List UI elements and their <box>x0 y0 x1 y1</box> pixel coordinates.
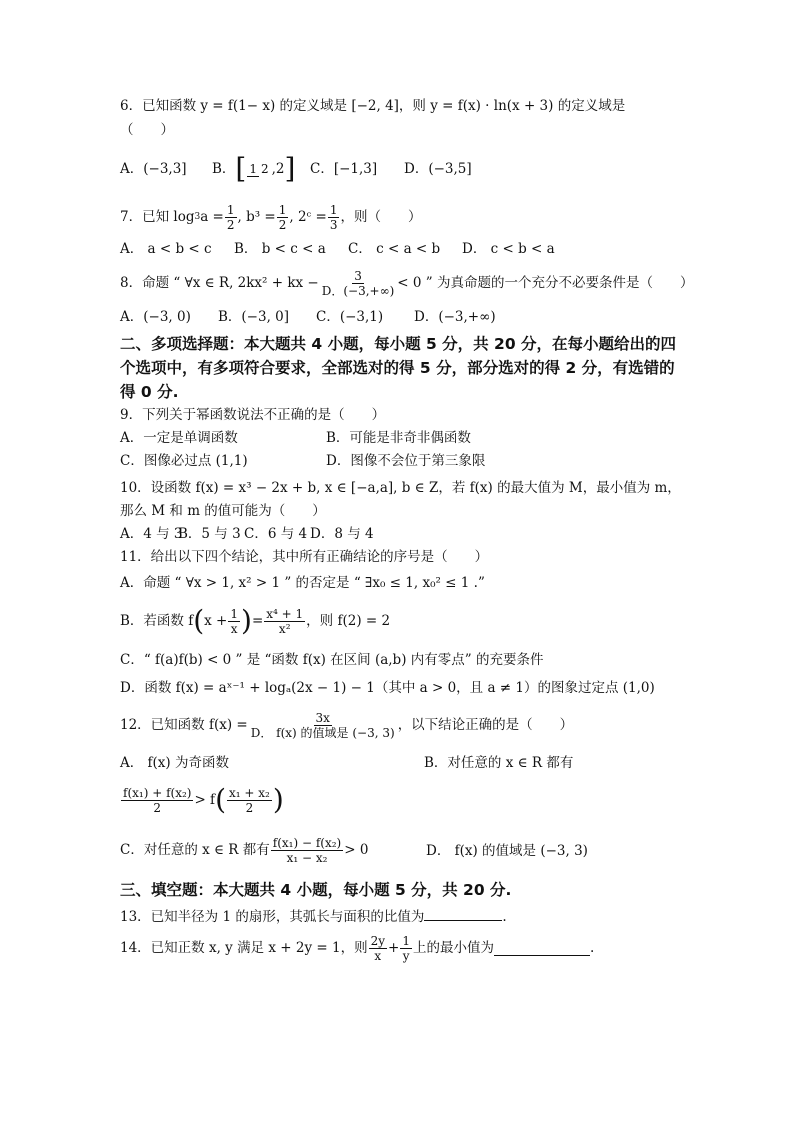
fraction-numerator: 1 <box>226 202 235 217</box>
fraction-numerator: 2y <box>370 933 386 948</box>
q9-option-b: B．可能是非奇非偶函数 <box>326 430 471 446</box>
q12-tail: ，以下结论正确的是（ ） <box>397 717 574 733</box>
q12-option-c <box>120 828 368 872</box>
q6-option-a: A．(−3,3] <box>120 161 187 177</box>
left-bracket-icon: [ <box>235 152 247 185</box>
q7-option-c: C． c < a < b <box>348 241 441 257</box>
fraction-denominator: x² <box>278 621 291 636</box>
q8-options <box>120 308 496 326</box>
q14-fraction-1 <box>369 934 387 963</box>
fraction-denominator: D．(−3,+∞) <box>321 283 395 298</box>
fraction-numerator: 3 <box>354 268 362 283</box>
q11-b-rhs-fraction <box>264 607 305 636</box>
q7-a-part: a = <box>200 209 224 225</box>
q8-option-c: C．(−3,1) <box>316 309 384 325</box>
q9-option-d: D．图像不会位于第三象限 <box>326 453 486 469</box>
fraction-denominator: x <box>230 621 238 636</box>
q10-line-2: 那么 M 和 m 的值可能为（ ） <box>120 503 326 519</box>
fraction-denominator: D． f(x) 的值域是 (−3, 3) <box>250 725 395 740</box>
q7-fraction-1 <box>225 203 237 232</box>
q11-b-equals: = <box>251 613 264 629</box>
q12-fraction <box>249 711 397 740</box>
q6-options <box>120 151 472 187</box>
q10-option-c: C．6 与 4 <box>244 526 308 542</box>
fraction-numerator: x⁴ + 1 <box>266 606 304 621</box>
fraction-numerator: 1 <box>230 606 239 621</box>
q14-tail: 上的最小值为 <box>412 940 494 956</box>
fraction-numerator: 1 <box>249 161 257 176</box>
fraction-numerator: 1 <box>329 202 338 217</box>
fraction-denominator: 2 <box>261 161 269 176</box>
q6-option-d: D．(−3,5] <box>404 161 472 177</box>
q12-stem <box>120 706 573 744</box>
left-paren-icon: ( <box>215 783 226 816</box>
q13-end: . <box>502 909 507 925</box>
q7-log-base: 3 <box>194 212 201 222</box>
q6-option-b <box>212 152 310 185</box>
q8-option-b: B．(−3, 0] <box>218 309 290 325</box>
q7-stem <box>120 200 421 234</box>
fraction-numerator: x₁ + x₂ <box>229 785 270 800</box>
q7-fraction-3 <box>328 203 340 232</box>
fraction-denominator: 2 <box>153 800 162 815</box>
q11-b-lead: B．若函数 f <box>120 613 194 629</box>
q7-lead: 7．已知 log <box>120 209 195 225</box>
q10-line-1: 10．设函数 f(x) = x³ − 2x + b, x ∈ [−a,a], b ∈ Z，若 f(x) 的最大值为 M，最小值为 m， <box>120 480 681 496</box>
q8-option-d: D．(−3,+∞) <box>414 309 496 325</box>
q7-fraction-2 <box>277 203 289 232</box>
q9-option-c: C．图像必过点 (1,1) <box>120 453 248 469</box>
section-2-heading: 二、多项选择题：本大题共 4 小题，每小题 5 分，共 20 分，在每小题给出的四个选项中，有多项符合要求，全部选对的得 5 分，部分选对的得 2 分，有选错的得 0 分. <box>120 335 677 401</box>
q9-stem: 9．下列关于幂函数说法不正确的是（ ） <box>120 407 386 423</box>
q11-b-inner: x + <box>204 613 228 629</box>
fraction-denominator: x <box>374 948 382 963</box>
fraction-numerator: 3x <box>315 710 330 725</box>
fraction-numerator: 1 <box>402 933 410 948</box>
fraction-denominator: x₁ − x₂ <box>286 850 328 865</box>
q10-option-d: D．8 与 4 <box>310 526 374 542</box>
q8-lead: 8．命题 “ ∀x ∈ R, 2kx² + kx − <box>120 275 319 291</box>
q12-option-a: A． f(x) 为奇函数 <box>120 755 229 771</box>
q12-b-rhs-fraction <box>227 786 272 815</box>
q6-option-b-fraction <box>247 162 270 177</box>
fraction-denominator: 2 <box>226 217 235 232</box>
right-paren-icon: ) <box>241 604 252 637</box>
q10-options <box>120 525 374 543</box>
q8-fraction <box>320 269 397 298</box>
q8-stem <box>120 266 693 300</box>
q14-fraction-2 <box>400 934 412 963</box>
right-bracket-icon: ] <box>284 152 296 185</box>
q11-option-b <box>120 602 390 640</box>
q11-option-d: D．函数 f(x) = aˣ⁻¹ + logₐ(2x − 1) − 1（其中 a > 0，且 a ≠ 1）的图象过定点 (1,0) <box>120 680 655 696</box>
q8-option-a: A．(−3, 0) <box>120 309 191 325</box>
q12-b-lhs-fraction <box>121 786 193 815</box>
q9-option-a: A．一定是单调函数 <box>120 430 238 446</box>
q12-option-d: D． f(x) 的值域是 (−3, 3) <box>426 843 588 859</box>
q7-options <box>120 240 555 258</box>
q7-mid-1: , b³ = <box>237 209 276 225</box>
q6-option-b-label: B． <box>212 160 236 177</box>
q6-option-b-rest: ,2 <box>271 160 285 177</box>
fraction-denominator: 2 <box>245 800 254 815</box>
q12-c-fraction <box>271 836 343 865</box>
q13-text: 13．已知半径为 1 的扇形，其弧长与面积的比值为 <box>120 909 425 925</box>
q11-stem: 11．给出以下四个结论，其中所有正确结论的序号是（ ） <box>120 549 489 565</box>
fraction-numerator: 1 <box>278 202 287 217</box>
q11-b-inner-fraction <box>228 607 240 636</box>
section-3-heading: 三、填空题：本大题共 4 小题，每小题 5 分，共 20 分. <box>120 881 512 899</box>
q12-option-b-inequality <box>120 778 284 822</box>
q14-stem <box>120 928 594 968</box>
q10-option-b: B．5 与 3 <box>178 526 241 542</box>
q8-tail: < 0 ” 为真命题的一个充分不必要条件是（ ） <box>397 275 694 291</box>
fraction-denominator: 3 <box>329 217 338 232</box>
q14-lead: 14．已知正数 x, y 满足 x + 2y = 1，则 <box>120 940 368 956</box>
q12-b-greater: > f <box>194 792 216 808</box>
q12-option-b: B．对任意的 x ∈ R 都有 <box>424 755 574 771</box>
q7-option-b: B． b < c < a <box>234 241 326 257</box>
q12-lead: 12．已知函数 f(x) = <box>120 717 248 733</box>
fraction-numerator: f(x₁) + f(x₂) <box>123 785 192 800</box>
q7-option-d: D． c < b < a <box>462 241 555 257</box>
q13-answer-blank[interactable] <box>424 906 502 921</box>
q14-end: . <box>589 940 595 956</box>
q7-option-a: A． a < b < c <box>120 241 212 257</box>
q13-stem <box>120 906 507 926</box>
right-paren-icon: ) <box>272 783 284 816</box>
q7-mid-2: , 2ᶜ = <box>289 209 327 225</box>
q12-c-lead: C．对任意的 x ∈ R 都有 <box>120 842 270 858</box>
fraction-numerator: f(x₁) − f(x₂) <box>272 835 342 850</box>
fraction-denominator: y <box>402 948 410 963</box>
q12-c-tail: > 0 <box>344 842 369 858</box>
q11-option-c: C．“ f(a)f(b) < 0 ” 是 “函数 f(x) 在区间 (a,b) 内有零点” 的充要条件 <box>120 652 544 668</box>
q11-b-tail: ，则 f(2) = 2 <box>306 613 391 629</box>
fraction-denominator: 2 <box>278 217 287 232</box>
q11-option-a: A．命题 “ ∀x > 1, x² > 1 ” 的否定是 “ ∃x₀ ≤ 1, x₀² ≤ 1 .” <box>120 575 485 591</box>
q6-stem: 6．已知函数 y = f(1− x) 的定义域是 [−2, 4]，则 y = f(x) · ln(x + 3) 的定义域是 <box>120 98 626 114</box>
q6-paren: （ ） <box>120 122 174 138</box>
left-paren-icon: ( <box>193 604 205 637</box>
q10-option-a: A．4 与 3 <box>120 526 183 542</box>
q7-tail: ，则（ ） <box>340 209 422 225</box>
q14-answer-blank[interactable] <box>494 941 590 956</box>
q6-option-c: C．[−1,3] <box>310 161 378 177</box>
q14-plus: + <box>388 940 400 956</box>
